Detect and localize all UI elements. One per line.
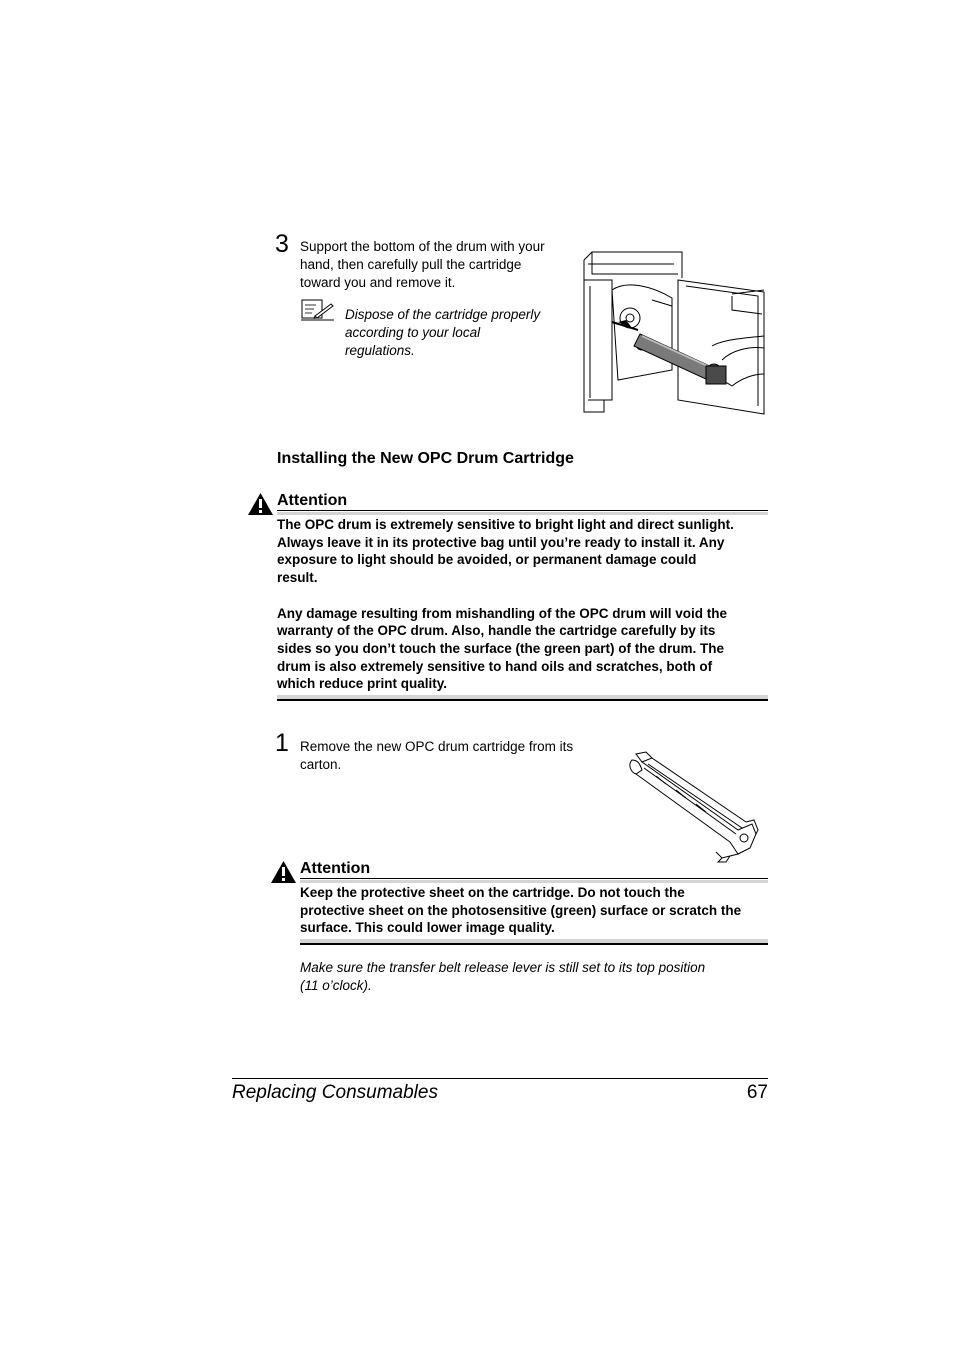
attention-line: warranty of the OPC drum. Also, handle the cartridge carefully by its xyxy=(277,623,716,639)
drum-removal-illustration xyxy=(582,250,766,416)
attention-top-shade xyxy=(277,512,768,515)
step-1-line: carton. xyxy=(300,757,342,772)
attention-body xyxy=(277,516,772,693)
attention-line: exposure to light should be avoided, or permanent damage could xyxy=(277,552,697,568)
attention-line: Always leave it in its protective bag until you’re ready to install it. Any xyxy=(277,534,725,550)
warning-triangle-icon xyxy=(247,492,274,516)
warning-triangle-icon xyxy=(270,860,297,884)
attention-top-shade xyxy=(300,880,768,883)
lever-position-note xyxy=(300,959,770,995)
attention-line: The OPC drum is extremely sensitive to bright light and direct sunlight. xyxy=(277,517,734,532)
note-line: Dispose of the cartridge properly xyxy=(345,307,541,322)
attention-line: which reduce print quality. xyxy=(277,676,448,692)
note-line: according to your local xyxy=(345,325,481,340)
step-3-line: hand, then carefully pull the cartridge xyxy=(300,257,522,272)
attention-title: Attention xyxy=(300,860,371,877)
attention-bottom-rule xyxy=(300,943,768,945)
footer-rule xyxy=(232,1078,768,1079)
step-number-3: 3 xyxy=(275,230,289,258)
note-line: (11 o’clock). xyxy=(300,978,372,993)
step-3-line: toward you and remove it. xyxy=(300,275,456,290)
note-line: Make sure the transfer belt release lever is still set to its top position xyxy=(300,960,706,975)
section-heading: Installing the New OPC Drum Cartridge xyxy=(277,450,574,467)
step-1-instruction xyxy=(300,738,610,774)
attention-line: result. xyxy=(277,570,318,586)
attention-line: Keep the protective sheet on the cartridge. Do not touch the xyxy=(300,885,685,900)
note-pencil-icon xyxy=(301,299,335,321)
attention-line: protective sheet on the photosensitive (green) surface or scratch the xyxy=(300,902,742,918)
attention-body xyxy=(300,884,772,937)
attention-bottom-rule xyxy=(277,699,768,701)
attention-top-rule xyxy=(277,510,768,511)
step-3-note xyxy=(345,306,575,360)
attention-line: sides so you don’t touch the surface (the green part) of the drum. The xyxy=(277,640,725,656)
page-number: 67 xyxy=(746,1082,768,1103)
step-3-instruction xyxy=(300,238,575,292)
attention-line: Any damage resulting from mishandling of the OPC drum will void the xyxy=(277,605,728,621)
drum-cartridge-illustration xyxy=(626,750,760,864)
note-line: regulations. xyxy=(345,343,415,358)
footer-chapter-title: Replacing Consumables xyxy=(232,1082,438,1103)
attention-line: surface. This could lower image quality. xyxy=(300,920,555,936)
attention-top-rule xyxy=(300,878,768,879)
step-1-line: Remove the new OPC drum cartridge from its xyxy=(300,739,574,754)
attention-line: drum is also extremely sensitive to hand oils and scratches, both of xyxy=(277,658,713,674)
step-3-line: Support the bottom of the drum with your xyxy=(300,239,545,254)
attention-title: Attention xyxy=(277,492,348,509)
step-number-1: 1 xyxy=(275,729,289,757)
